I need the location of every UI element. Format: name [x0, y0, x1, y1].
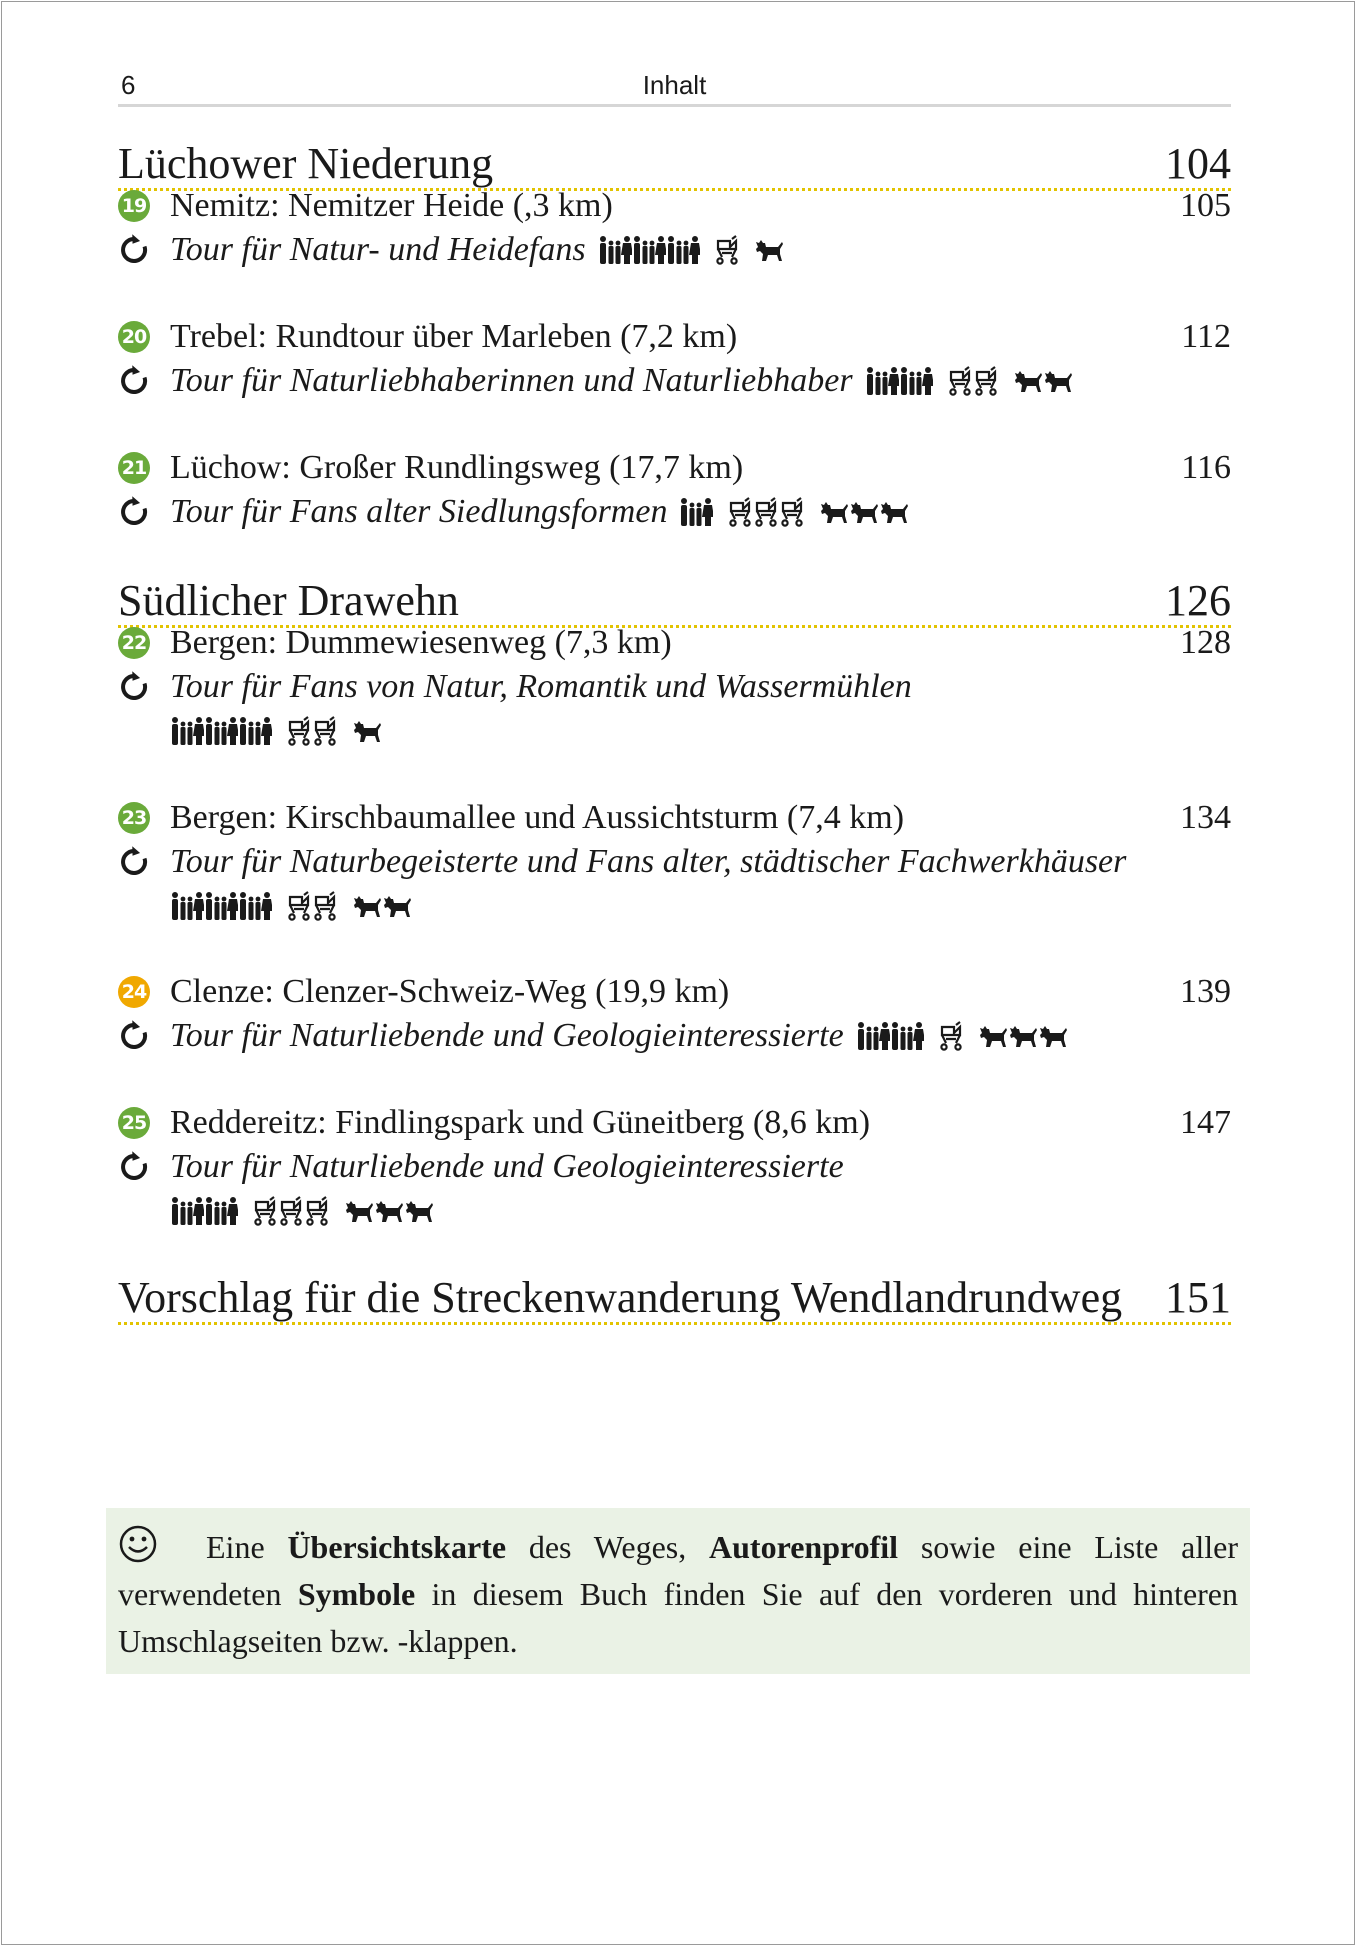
tour-name: Bergen: Kirschbaumallee und Aussichtsturm (7,4 km): [170, 799, 905, 836]
dog-icon: [1038, 1024, 1068, 1048]
running-header: [118, 70, 1231, 107]
stroller-icon: [252, 1196, 278, 1226]
family-icon: [899, 366, 933, 396]
family-icon: [238, 891, 272, 921]
note-text-1: Eine: [206, 1529, 288, 1565]
dog-icon: [819, 500, 849, 524]
difficulty-symbols: [170, 1189, 448, 1233]
family-icon: [238, 716, 272, 746]
note-text-3: sowie eine Liste aller verwendeten: [118, 1529, 1239, 1612]
tour-description: Tour für Naturliebende und Geologieinteressierte: [170, 1148, 844, 1185]
toc-tour-entry[interactable]: [118, 315, 1231, 403]
stroller-icon: [714, 235, 740, 265]
toc-tour-entry[interactable]: [118, 446, 1231, 534]
tour-page: 134: [1180, 799, 1231, 836]
family-icon: [632, 235, 666, 265]
tour-page: 139: [1180, 973, 1231, 1010]
family-icon: [865, 366, 899, 396]
section-title: Vorschlag für die Streckenwanderung Wendlandrundweg: [118, 1273, 1123, 1322]
stroller-icon: [304, 1196, 330, 1226]
stroller-icon: [779, 497, 805, 527]
info-note: [106, 1508, 1250, 1674]
tour-description: Tour für Natur- und Heidefans: [170, 231, 586, 268]
stroller-icon: [286, 891, 312, 921]
tour-description: Tour für Fans von Natur, Romantik und Wassermühlen: [170, 668, 912, 705]
dog-icon: [352, 894, 382, 918]
toc-tour-entry[interactable]: [118, 1101, 1231, 1233]
tour-number-badge: 23: [118, 802, 150, 834]
tour-page: 116: [1181, 449, 1231, 486]
dog-icon: [879, 500, 909, 524]
dog-icon: [382, 894, 412, 918]
tour-page: 105: [1180, 187, 1231, 224]
family-icon: [204, 1196, 238, 1226]
toc-tour-entry[interactable]: [118, 621, 1231, 753]
loop-arrow-icon: [118, 234, 150, 266]
dog-icon: [352, 719, 382, 743]
stroller-icon: [312, 891, 338, 921]
tour-name: Reddereitz: Findlingspark und Güneitberg (8,6 km): [170, 1104, 871, 1141]
dog-icon: [344, 1199, 374, 1223]
loop-arrow-icon: [118, 1151, 150, 1183]
loop-arrow-icon: [118, 671, 150, 703]
section-page: 151: [1165, 1273, 1231, 1322]
toc-tour-entry[interactable]: [118, 184, 1231, 272]
difficulty-symbols: [598, 235, 798, 265]
stroller-icon: [727, 497, 753, 527]
difficulty-symbols: [679, 497, 923, 527]
tour-name: Lüchow: Großer Rundlingsweg (17,7 km): [170, 449, 744, 486]
stroller-icon: [286, 716, 312, 746]
tour-description: Tour für Naturliebende und Geologieinteressierte: [170, 1017, 844, 1054]
toc-section: [118, 138, 1231, 530]
tour-page: 112: [1181, 318, 1231, 355]
dog-icon: [1008, 1024, 1038, 1048]
tour-number-badge: 25: [118, 1107, 150, 1139]
tour-description: Tour für Naturliebhaberinnen und Naturliebhaber: [170, 362, 853, 399]
smiley-icon: [118, 1524, 158, 1564]
section-heading[interactable]: [118, 1272, 1231, 1325]
tour-number-badge: 20: [118, 321, 150, 353]
tour-name: Nemitz: Nemitzer Heide (,3 km): [170, 187, 613, 224]
difficulty-symbols: [856, 1021, 1082, 1051]
tour-name: Trebel: Rundtour über Marleben (7,2 km): [170, 318, 738, 355]
page-number: 6: [121, 70, 136, 100]
stroller-icon: [938, 1021, 964, 1051]
dog-icon: [374, 1199, 404, 1223]
tour-number-badge: 22: [118, 627, 150, 659]
dog-icon: [1013, 369, 1043, 393]
dog-icon: [754, 238, 784, 262]
toc-tour-entry[interactable]: [118, 970, 1231, 1058]
loop-arrow-icon: [118, 1020, 150, 1052]
toc-tour-entry[interactable]: [118, 796, 1231, 928]
family-icon: [170, 891, 204, 921]
stroller-icon: [753, 497, 779, 527]
loop-arrow-icon: [118, 496, 150, 528]
note-bold-profile: Autorenprofil: [709, 1529, 899, 1565]
family-icon: [204, 716, 238, 746]
dog-icon: [404, 1199, 434, 1223]
note-bold-symbols: Symbole: [297, 1576, 416, 1612]
dog-icon: [849, 500, 879, 524]
tour-page: 147: [1180, 1104, 1231, 1141]
section-title: Lüchower Niederung: [118, 139, 494, 188]
tour-number-badge: 19: [118, 190, 150, 222]
section-page: 126: [1165, 576, 1231, 625]
difficulty-symbols: [170, 709, 396, 753]
family-icon: [666, 235, 700, 265]
section-title: Südlicher Drawehn: [118, 576, 459, 625]
stroller-icon: [947, 366, 973, 396]
family-icon: [679, 497, 713, 527]
tour-name: Clenze: Clenzer-Schweiz-Weg (19,9 km): [170, 973, 730, 1010]
stroller-icon: [278, 1196, 304, 1226]
note-bold-map: Übersichtskarte: [287, 1529, 507, 1565]
note-text-2: des Weges,: [506, 1529, 710, 1565]
section-page: 104: [1165, 139, 1231, 188]
tour-number-badge: 24: [118, 976, 150, 1008]
stroller-icon: [312, 716, 338, 746]
tour-description: Tour für Fans alter Siedlungsformen: [170, 493, 668, 530]
family-icon: [598, 235, 632, 265]
toc-section: [118, 1272, 1231, 1325]
note-text-4: in diesem Buch finden Sie auf den vorderen und hinteren Umschlagseiten bzw. -klappen.: [118, 1576, 1239, 1659]
loop-arrow-icon: [118, 365, 150, 397]
tour-description: Tour für Naturbegeisterte und Fans alter, städtischer Fachwerkhäuser: [170, 843, 1127, 880]
tour-number-badge: 21: [118, 452, 150, 484]
loop-arrow-icon: [118, 846, 150, 878]
difficulty-symbols: [170, 884, 426, 928]
dog-icon: [1043, 369, 1073, 393]
header-title: Inhalt: [642, 70, 707, 100]
family-icon: [890, 1021, 924, 1051]
toc-section: [118, 575, 1231, 1185]
tour-page: 128: [1180, 624, 1231, 661]
family-icon: [204, 891, 238, 921]
family-icon: [170, 716, 204, 746]
family-icon: [856, 1021, 890, 1051]
dog-icon: [978, 1024, 1008, 1048]
tour-name: Bergen: Dummewiesenweg (7,3 km): [170, 624, 672, 661]
family-icon: [170, 1196, 204, 1226]
difficulty-symbols: [865, 366, 1087, 396]
stroller-icon: [973, 366, 999, 396]
